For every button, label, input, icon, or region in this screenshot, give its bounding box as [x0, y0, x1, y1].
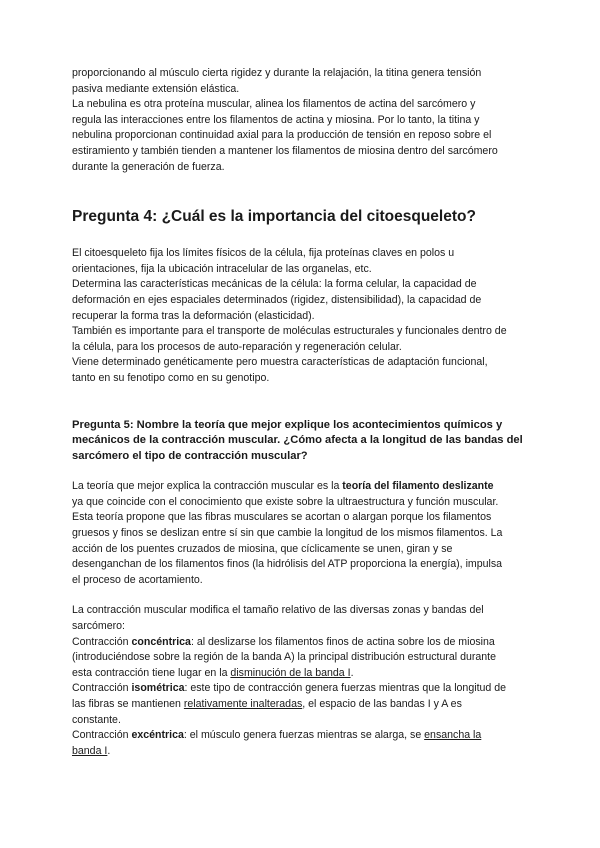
text-line: pasiva mediante extensión elástica.: [72, 82, 240, 95]
text-line: constante.: [72, 713, 121, 726]
text-span: La teoría que mejor explica la contracción muscular es la: [72, 480, 343, 493]
text-line: [72, 744, 532, 760]
underlined-term: ensancha la: [424, 729, 482, 742]
text-line: [72, 728, 532, 744]
question-4-answer: [72, 246, 532, 386]
text-line: [72, 697, 532, 713]
text-line: El citoesqueleto fija los límites físicos de la célula, fija proteínas claves en polos u: [72, 247, 455, 260]
bold-term: concéntrica: [131, 635, 191, 648]
question-5-answer: [72, 479, 532, 759]
heading-line: Pregunta 5: Nombre la teoría que mejor explique los acontecimientos químicos y: [72, 418, 503, 431]
text-span: Contracción: [72, 729, 132, 742]
text-line: [72, 681, 532, 697]
text-line: regula las interacciones entre los filamentos de actina y miosina. Por lo tanto, la titina y: [72, 113, 480, 126]
heading-line: sarcómero el tipo de contracción muscular?: [72, 449, 308, 462]
text-line: ya que coincide con el conocimiento que existe sobre la ultraestructura y función muscular.: [72, 495, 499, 508]
bold-term: excéntrica: [131, 729, 184, 742]
text-line: el proceso de acortamiento.: [72, 573, 203, 586]
text-line: estiramiento y también tienden a mantener los filamentos de miosina dentro del sarcómero: [72, 144, 498, 157]
text-line: acción de los puentes cruzados de miosina, que cíclicamente se unen, giran y se: [72, 542, 453, 555]
heading-line: mecánicos de la contracción muscular. ¿Cómo afecta a la longitud de las bandas del: [72, 434, 523, 447]
question-5-heading: [72, 418, 532, 465]
text-line: [72, 666, 532, 682]
bold-term: teoría del filamento deslizante: [342, 480, 494, 493]
text-span: esta contracción tiene lugar en la: [72, 666, 231, 679]
intro-paragraph: [72, 66, 532, 175]
text-line: recuperar la forma tras la deformación (elasticidad).: [72, 309, 315, 322]
text-span: : el músculo genera fuerzas mientras se alarga, se: [183, 729, 425, 742]
text-span: Contracción: [72, 635, 132, 648]
text-line: orientaciones, fija la ubicación intracelular de las organelas, etc.: [72, 262, 372, 275]
text-line: La contracción muscular modifica el tamaño relativo de las diversas zonas y bandas del: [72, 604, 484, 617]
text-line: [72, 479, 532, 495]
text-span: : al deslizarse los filamentos finos de actina sobre los de miosina: [190, 635, 495, 648]
text-line: desenganchan de los filamentos finos (la hidrólisis del ATP proporciona la energía), impulsa: [72, 558, 503, 571]
text-line: durante la generación de fuerza.: [72, 160, 225, 173]
text-span: .: [350, 666, 354, 679]
text-line: Esta teoría propone que las fibras musculares se acortan o alargan porque los filamentos: [72, 511, 492, 524]
question-4-heading: Pregunta 4: ¿Cuál es la importancia del citoesqueleto?: [72, 208, 476, 226]
bold-term: isométrica: [131, 682, 185, 695]
text-line: Determina las características mecánicas de la célula: la forma celular, la capacidad de: [72, 278, 477, 291]
underlined-term: relativamente inalteradas: [183, 698, 303, 710]
text-line: gruesos y finos se deslizan entre sí sin que cambie la longitud de los mismos filamentos. La: [72, 527, 503, 540]
text-line: la célula, para los procesos de auto-reparación y regeneración celular.: [72, 340, 402, 353]
text-span: , el espacio de las bandas I y A es: [302, 698, 462, 710]
text-line: tanto en su fenotipo como en su genotipo.: [72, 371, 270, 384]
document-page: [72, 66, 532, 759]
underlined-term: disminución de la banda I: [230, 666, 351, 679]
text-line: [72, 635, 532, 651]
underlined-term: banda I: [72, 744, 108, 757]
text-span: Contracción: [72, 682, 132, 695]
text-line: La nebulina es otra proteína muscular, alinea los filamentos de actina del sarcómero y: [72, 98, 476, 111]
text-span: : este tipo de contracción genera fuerzas mientras que la longitud de: [184, 682, 507, 695]
text-line: (introduciéndose sobre la región de la banda A) la principal distribución estructural durante: [72, 651, 497, 664]
text-line: proporcionando al músculo cierta rigidez y durante la relajación, la titina genera tensión: [72, 67, 482, 79]
text-span: .: [107, 744, 111, 757]
text-span: las fibras se mantienen: [72, 698, 184, 710]
text-line: sarcómero:: [72, 620, 125, 633]
text-line: Viene determinado genéticamente pero muestra características de adaptación funcional,: [72, 356, 488, 369]
text-line: También es importante para el transporte de moléculas estructurales y funcionales dentro de: [72, 325, 507, 338]
text-line: nebulina proporcionan continuidad axial para la producción de tensión en reposo sobre el: [72, 129, 492, 142]
text-line: deformación en ejes espaciales determinados (rigidez, distensibilidad), la capacidad de: [72, 293, 482, 306]
